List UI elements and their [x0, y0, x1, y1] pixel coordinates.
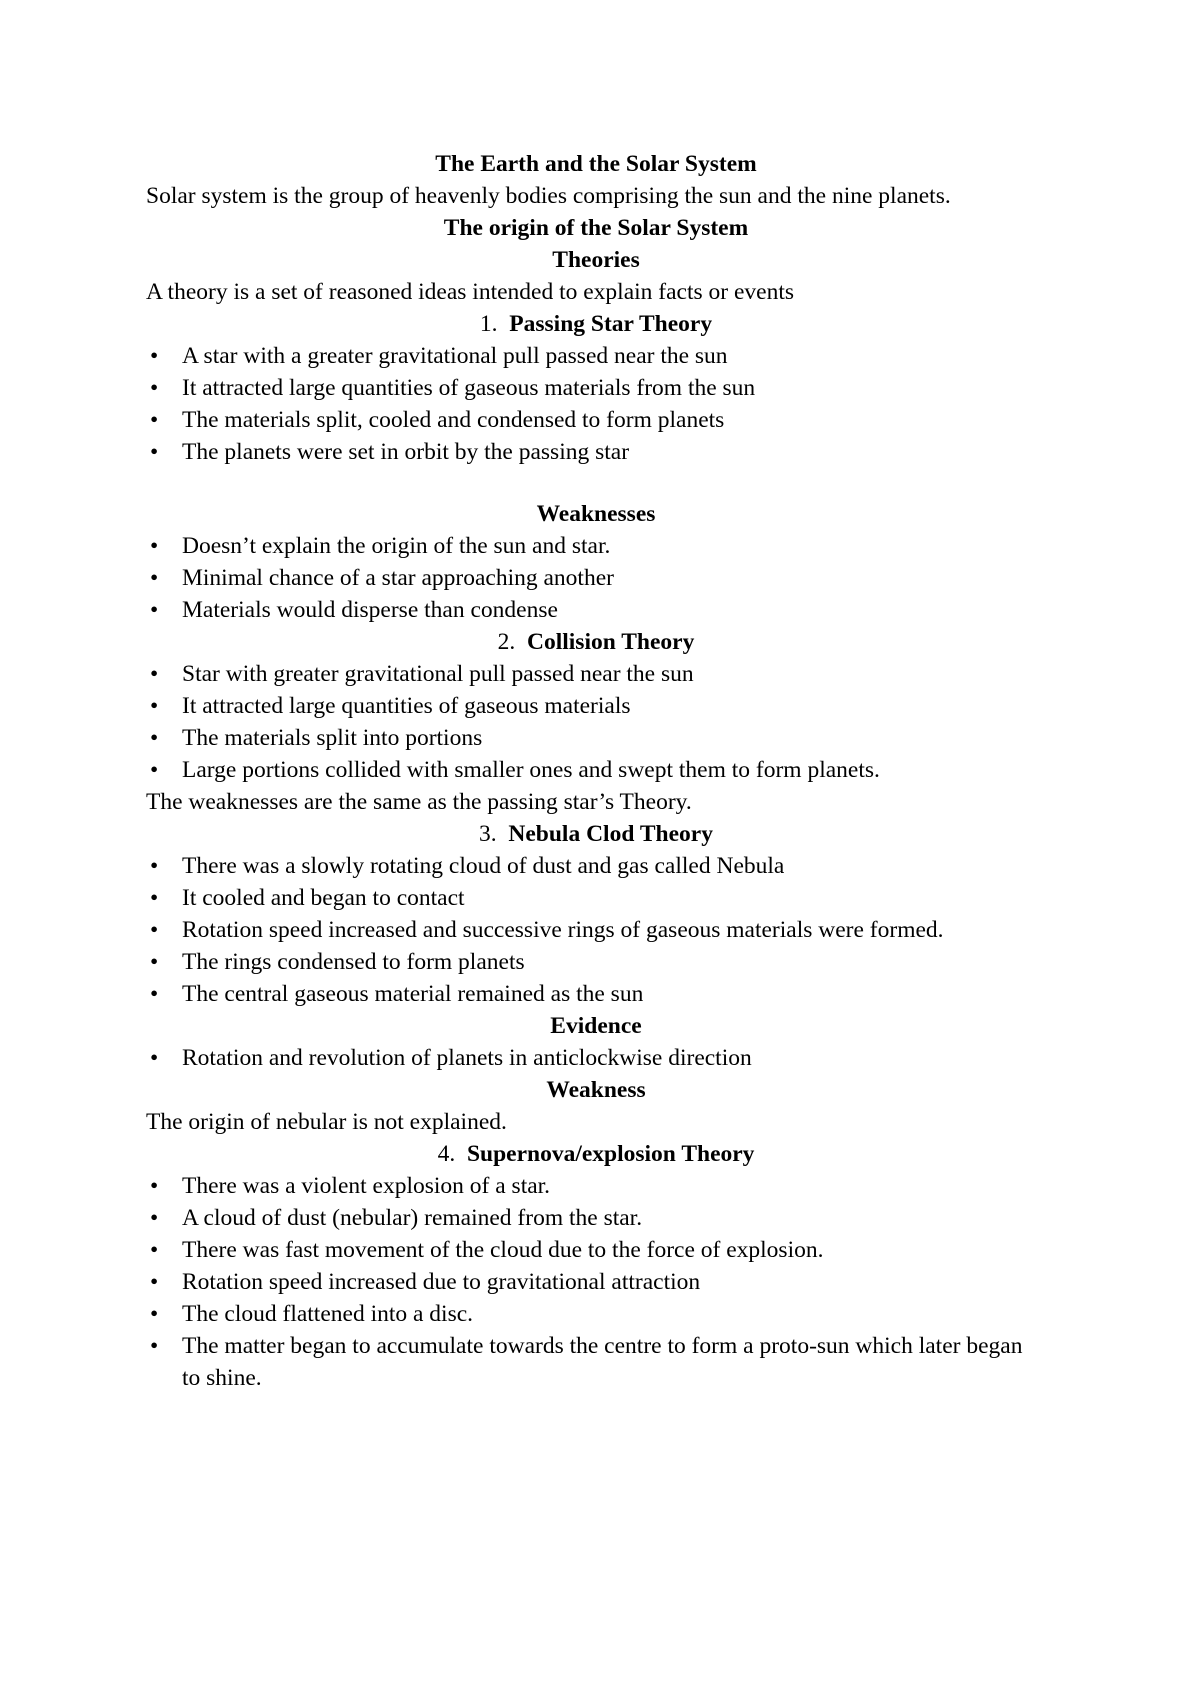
list-item: • Doesn’t explain the origin of the sun and star. — [146, 530, 1046, 562]
section-heading-text: Supernova/explosion Theory — [466, 1141, 755, 1167]
theories-heading: Theories — [552, 247, 640, 273]
theory-definition: A theory is a set of reasoned ideas intended to explain facts or events — [146, 279, 795, 305]
weaknesses-heading: Weaknesses — [536, 501, 656, 527]
section-heading-text: Passing Star Theory — [509, 311, 713, 337]
section-number: 1. — [479, 311, 498, 337]
supernova-heading — [146, 1138, 1046, 1170]
passing-star-heading — [146, 308, 1046, 340]
section-number: 3. — [479, 821, 497, 847]
list-item: • A star with a greater gravitational pull passed near the sun — [146, 340, 1046, 372]
list-item: • Star with greater gravitational pull passed near the sun — [146, 658, 1046, 690]
collision-heading — [146, 626, 1046, 658]
document-title: The Earth and the Solar System — [435, 151, 757, 177]
list-item: • A cloud of dust (nebular) remained from the star. — [146, 1202, 1046, 1234]
nebula-heading — [146, 818, 1046, 850]
collision-note: The weaknesses are the same as the passing star’s Theory. — [146, 789, 692, 815]
list-item: • The matter began to accumulate towards the centre to form a proto-sun which later began to shine. — [146, 1330, 1046, 1394]
list-item: • Rotation speed increased and successive rings of gaseous materials were formed. — [146, 914, 1046, 946]
list-item: • Large portions collided with smaller ones and swept them to form planets. — [146, 754, 1046, 786]
origin-heading: The origin of the Solar System — [443, 215, 749, 241]
list-item: • The rings condensed to form planets — [146, 946, 1046, 978]
list-item: • The materials split, cooled and condensed to form planets — [146, 404, 1046, 436]
list-item: • There was a slowly rotating cloud of dust and gas called Nebula — [146, 850, 1046, 882]
list-item: • The planets were set in orbit by the passing star — [146, 436, 1046, 468]
list-item: • The central gaseous material remained as the sun — [146, 978, 1046, 1010]
list-item: • The cloud flattened into a disc. — [146, 1298, 1046, 1330]
section-number: 4. — [437, 1141, 456, 1167]
list-item: • Minimal chance of a star approaching another — [146, 562, 1046, 594]
section-heading-text: Nebula Clod Theory — [508, 821, 713, 847]
weakness-heading: Weakness — [546, 1077, 646, 1103]
evidence-heading: Evidence — [550, 1013, 642, 1039]
list-item: • It attracted large quantities of gaseous materials from the sun — [146, 372, 1046, 404]
weakness-text: The origin of nebular is not explained. — [146, 1109, 507, 1135]
list-item: • The materials split into portions — [146, 722, 1046, 754]
list-item: • Rotation speed increased due to gravitational attraction — [146, 1266, 1046, 1298]
list-item: • Materials would disperse than condense — [146, 594, 1046, 626]
list-item: • There was fast movement of the cloud due to the force of explosion. — [146, 1234, 1046, 1266]
spacer — [146, 468, 1046, 498]
list-item: • Rotation and revolution of planets in anticlockwise direction — [146, 1042, 1046, 1074]
section-number: 2. — [497, 629, 516, 655]
intro-paragraph: Solar system is the group of heavenly bodies comprising the sun and the nine planets. — [146, 183, 951, 209]
list-item: • It attracted large quantities of gaseous materials — [146, 690, 1046, 722]
list-item: • There was a violent explosion of a star. — [146, 1170, 1046, 1202]
document-body — [146, 148, 1046, 1394]
section-heading-text: Collision Theory — [527, 629, 695, 655]
list-item: • It cooled and began to contact — [146, 882, 1046, 914]
